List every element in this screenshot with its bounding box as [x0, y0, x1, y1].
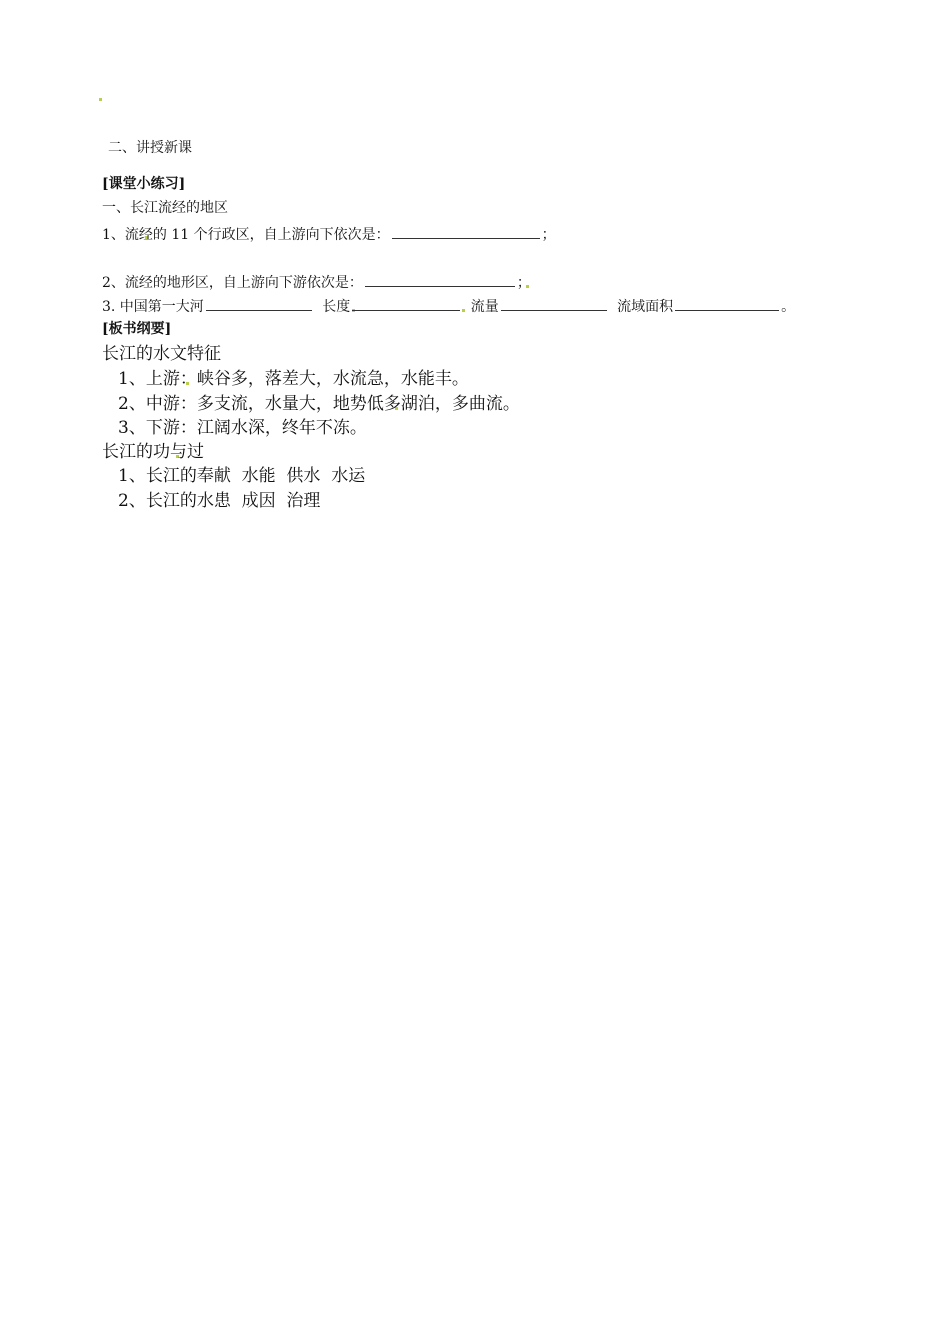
answer-blank[interactable] — [365, 274, 515, 287]
question-2-end: ； — [516, 275, 531, 291]
question-3-part4: 流域面积 — [617, 299, 674, 315]
board-heading: [板书纲要] — [102, 321, 172, 337]
board-title-merits: 长江的功与过 — [102, 442, 204, 462]
answer-blank[interactable] — [392, 226, 540, 239]
question-1-end: ； — [541, 227, 556, 243]
question-2-text: 2、流经的地形区，自上游向下游依次是： — [102, 275, 363, 291]
question-1 — [102, 226, 556, 242]
practice-heading: [课堂小练习] — [102, 176, 186, 192]
board-item-lower: 3、下游：江阔水深，终年不冻。 — [118, 418, 367, 438]
question-3-end: 。 — [781, 299, 796, 315]
question-3-part2: 长度 — [322, 299, 351, 315]
question-3-part1: 3. 中国第一大河 — [102, 299, 204, 315]
section-heading: 二、讲授新课 — [108, 140, 192, 156]
question-3 — [102, 298, 795, 314]
board-item-flood: 2、长江的水患 成因 治理 — [118, 491, 321, 511]
board-item-middle: 2、中游：多支流，水量大，地势低多湖泊，多曲流。 — [118, 394, 520, 414]
board-item-upper: 1、上游：峡谷多，落差大，水流急，水能丰。 — [118, 369, 469, 389]
answer-blank-area[interactable] — [675, 298, 779, 311]
question-3-part3: 流量 — [470, 299, 499, 315]
board-item-contribution: 1、长江的奉献 水能 供水 水运 — [118, 466, 366, 486]
answer-blank-length[interactable] — [352, 298, 460, 311]
question-2 — [102, 274, 531, 290]
question-1-text: 1、流经的 11 个行政区，自上游向下依次是： — [102, 227, 390, 243]
answer-blank-flow[interactable] — [501, 298, 607, 311]
answer-blank-river[interactable] — [206, 298, 312, 311]
practice-subheading: 一、长江流经的地区 — [102, 200, 228, 216]
board-title-hydrology: 长江的水文特征 — [102, 344, 221, 364]
decorative-dot — [99, 98, 102, 101]
